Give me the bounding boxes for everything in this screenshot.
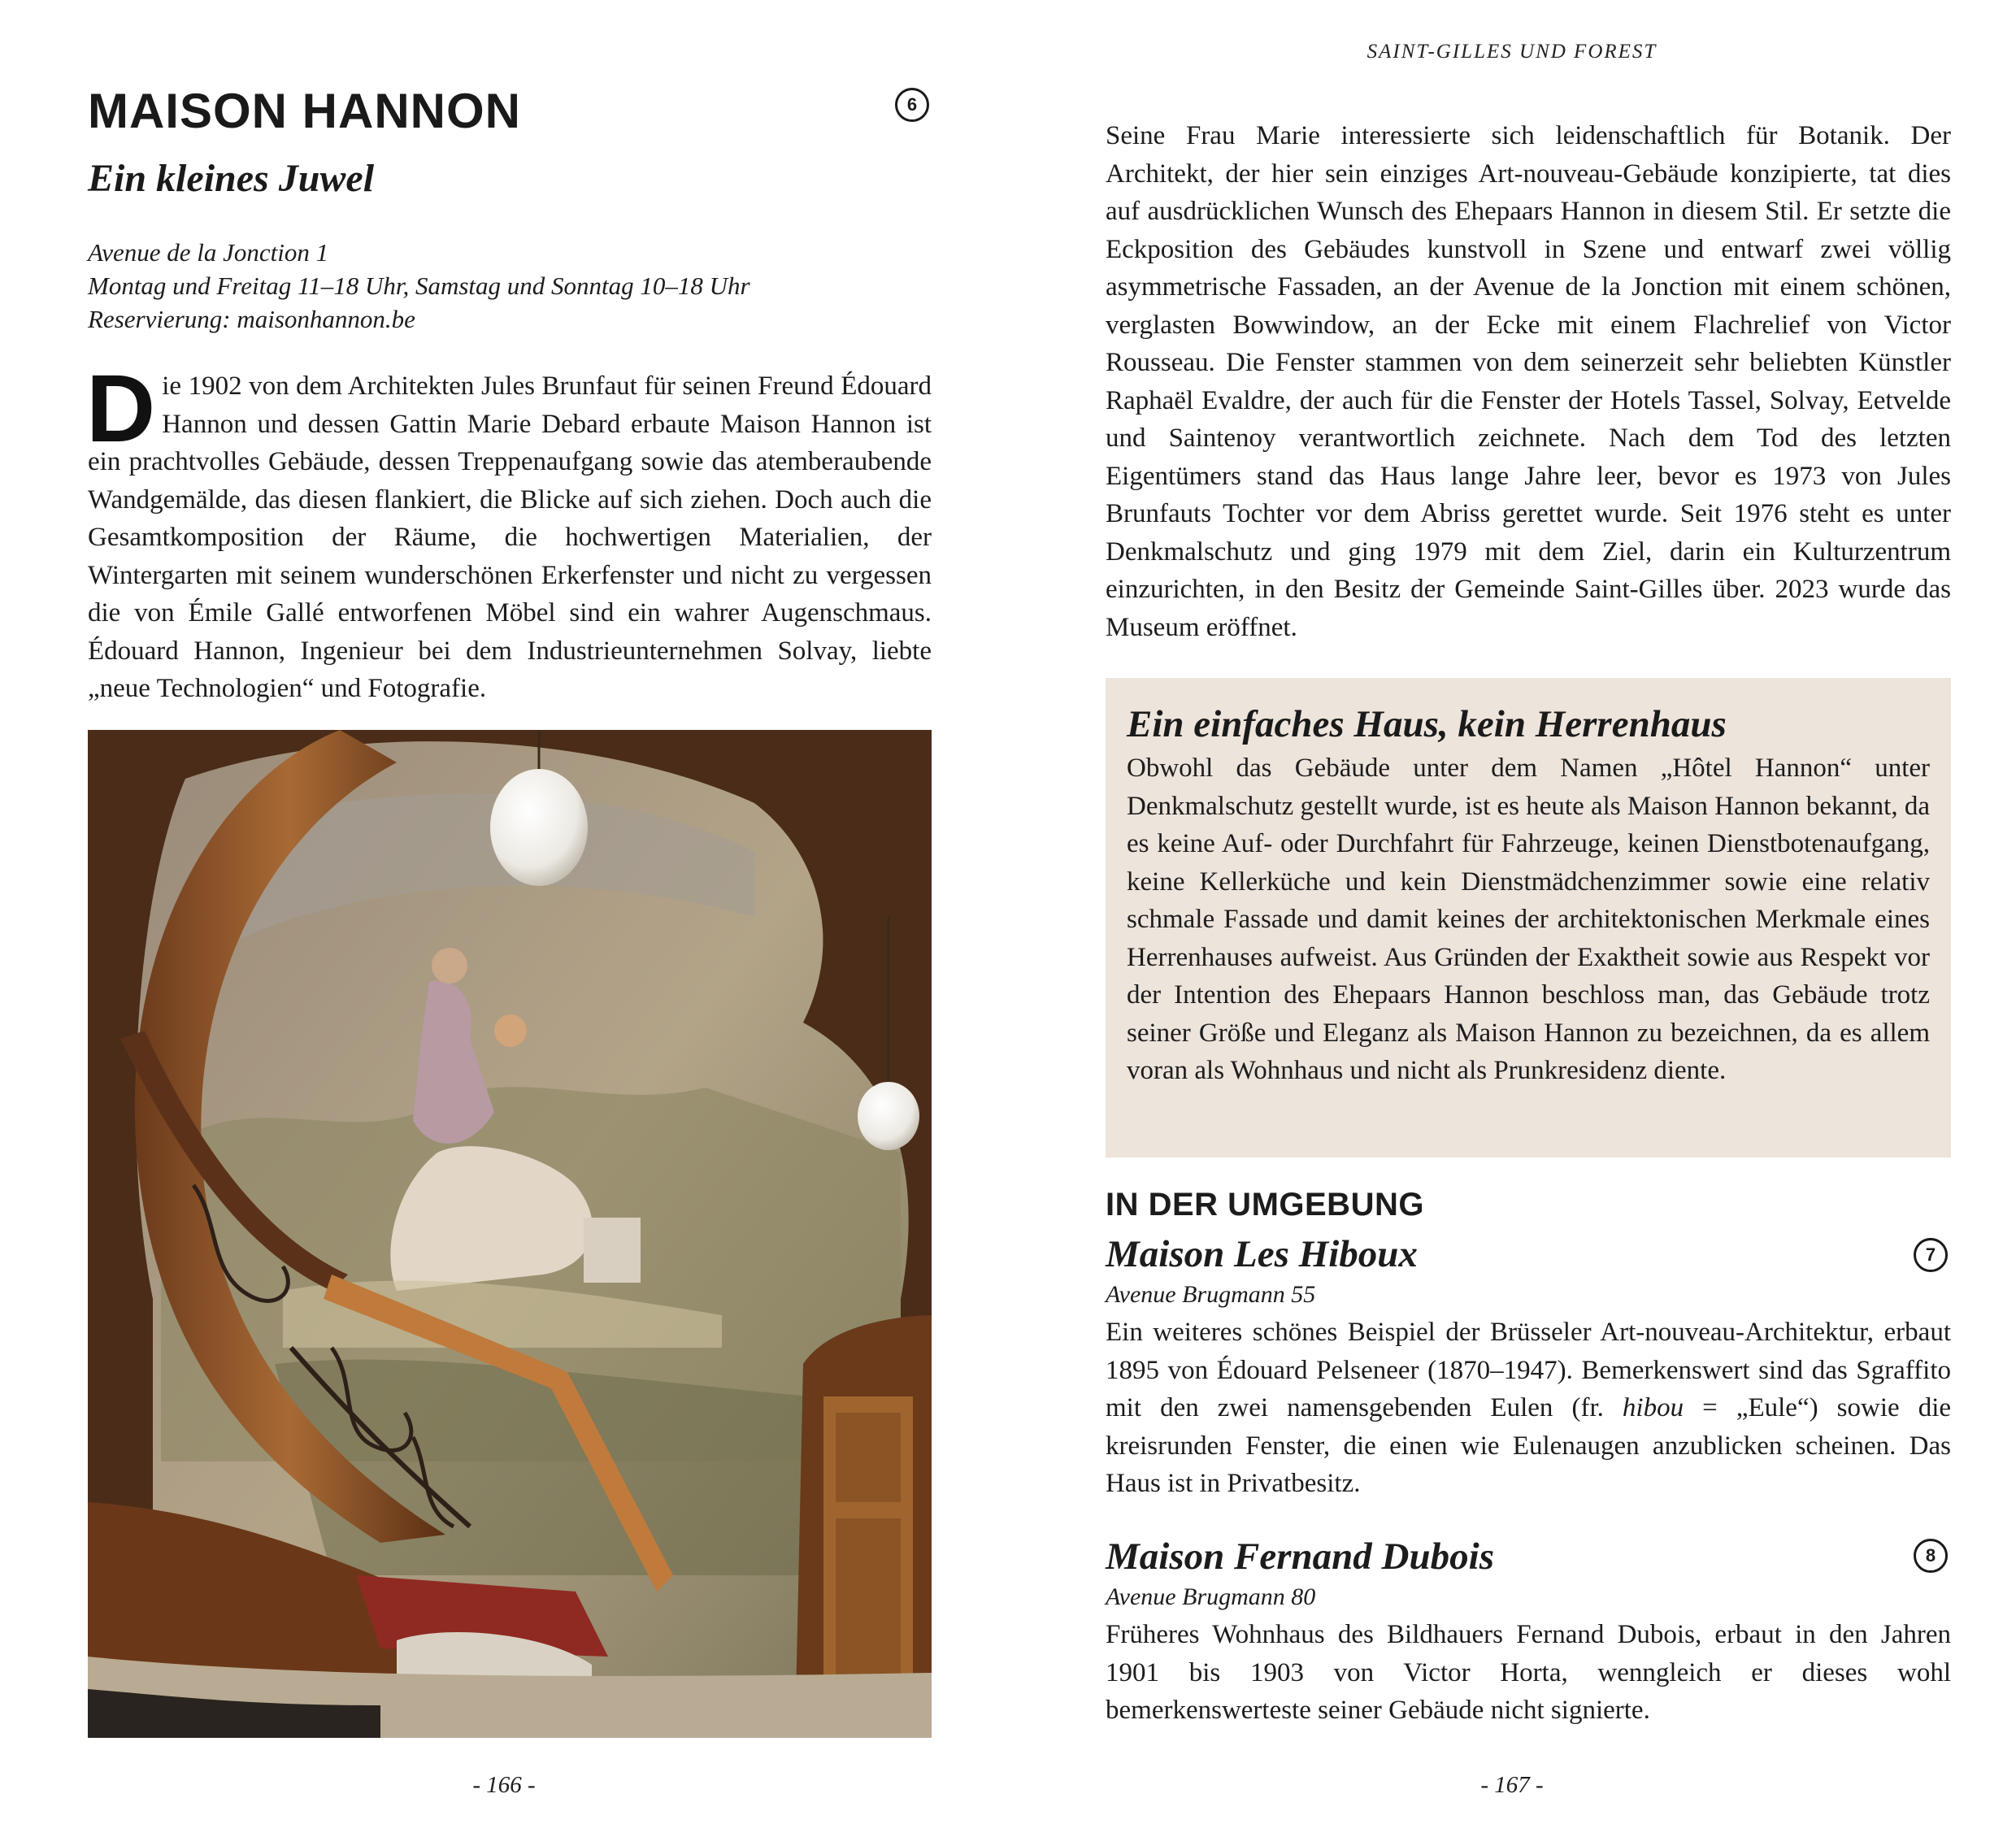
entry-text-part: Ein weiteres schönes Beispiel der Brüsseler Art-nouveau-Architektur, erbaut 1895 von Édouard Pelseneer (1870–1947). Bemerkenswert sind das Sgraffito mit den zwei namensgebenden Eulen (fr. bbox=[1106, 1318, 1951, 1422]
page-number-right: - 167 - bbox=[1480, 1772, 1544, 1798]
intro-text: ie 1902 von dem Architekten Jules Brunfaut für seinen Freund Édouard Hannon und dessen Gattin Marie Debard erbaute Maison Hannon ist ein prachtvolles Gebäude, dessen Treppenaufgang sowie das atemberaubende Wandgemälde, das diesen flankiert, die Blicke auf sich ziehen. Doch auch die Gesamtkomposition der Räume, die hochwertigen Materialien, der Wintergarten mit seinem wunderschönen Erkerfenster und nicht zu vergessen die von Émile Gallé entworfenen Möbel sind ein wahrer Augenschmaus. Édouard Hannon, Ingenieur bei dem Industrieunternehmen Solvay, liebte „neue Technologien“ und Fotografie. bbox=[88, 371, 932, 703]
page-number-left: - 166 - bbox=[472, 1772, 536, 1798]
page-title: MAISON HANNON bbox=[88, 84, 521, 138]
opening-hours-line: Montag und Freitag 11–18 Uhr, Samstag und Sonntag 10–18 Uhr bbox=[88, 271, 750, 300]
staircase-mural-illustration bbox=[88, 730, 932, 1738]
continued-paragraph: Seine Frau Marie interessierte sich leidenschaftlich für Botanik. Der Architekt, der hier sein einziges Art-nouveau-Gebäude konzipierte, tat dies auf ausdrücklichen Wunsch des Ehepaars Hannon in diesem Stil. Er setzte die Eckposition des Gebäudes kunstvoll in Szene und entwarf zwei völlig asymmetrische Fassaden, an der Avenue de la Jonction mit einem schönen, verglasten Bowwindow, an der Ecke mit einem Flachrelief von Victor Rousseau. Die Fenster stammen von dem seinerzeit sehr beliebten Künstler Raphaël Evaldre, der auch für die Fenster der Hotels Tassel, Solvay, Eetvelde und Saintenoy verantwortlich zeichnete. Nach dem Tod des letzten Eigentümers stand das Haus lange Jahre leer, bevor es 1973 von Jules Brunfauts Tochter vor dem Abriss gerettet wurde. Seit 1976 steht es unter Denkmalschutz und ging 1979 mit dem Ziel, darin ein Kulturzentrum einzurichten, in den Besitz der Gemeinde Saint-Gilles über. 2023 wurde das Museum eröffnet. bbox=[1106, 121, 1951, 642]
info-box bbox=[1106, 678, 1951, 1157]
entry-text-emphasis: hibou bbox=[1622, 1393, 1684, 1422]
location-number-badge: 8 bbox=[1914, 1539, 1948, 1573]
reservation-line: Reservierung: maisonhannon.be bbox=[88, 305, 415, 333]
intro-paragraph bbox=[86, 355, 932, 708]
visitor-info bbox=[88, 236, 933, 336]
page-subtitle: Ein kleines Juwel bbox=[88, 157, 375, 200]
info-box-text: Obwohl das Gebäude unter dem Namen „Hôtel Hannon“ unter Denkmalschutz gestellt wurde, ist es heute als Maison Hannon bekannt, da es keine Auf- oder Durchfahrt für Fahrzeuge, keinen Dienstbotenaufgang, keine Kellerküche und kein Dienstmädchenzimmer sowie eine relativ schmale Fassade und damit keines der architektonischen Merkmale eines Herrenhauses aufweist. Aus Gründen der Exaktheit sowie aus Respekt vor der Intention des Ehepaars Hannon beschloss man, das Gebäude trotz seiner Größe und Eleganz als Maison Hannon zu bezeichnen, da es allem voran als Wohnhaus und nicht als Prunkresidenz diente. bbox=[1127, 753, 1930, 1085]
right-page bbox=[1008, 0, 2016, 1824]
entry-address-fernand-dubois: Avenue Brugmann 80 bbox=[1106, 1583, 1316, 1610]
entry-address-les-hiboux: Avenue Brugmann 55 bbox=[1106, 1281, 1316, 1308]
section-heading: IN DER UMGEBUNG bbox=[1106, 1187, 1424, 1223]
staircase-mural-photo bbox=[88, 730, 932, 1738]
entry-title-fernand-dubois: Maison Fernand Dubois bbox=[1106, 1535, 1494, 1578]
info-box-title: Ein einfaches Haus, kein Herrenhaus bbox=[1127, 703, 1727, 745]
entry-text-part: = „Eule“) sowie die kreisrunden Fenster, die einen wie Eulenaugen anzublicken scheinen. Das Haus ist in Privatbesitz. bbox=[1106, 1393, 1952, 1498]
entry-title-les-hiboux: Maison Les Hiboux bbox=[1106, 1233, 1418, 1275]
address-line: Avenue de la Jonction 1 bbox=[88, 238, 329, 267]
drop-cap: D bbox=[86, 355, 156, 463]
location-number-badge: 6 bbox=[895, 88, 929, 122]
location-number-badge: 7 bbox=[1914, 1238, 1948, 1272]
entry-text-les-hiboux bbox=[1106, 1314, 1951, 1503]
running-head: SAINT-GILLES UND FOREST bbox=[1366, 41, 1658, 63]
entry-text-fernand-dubois: Früheres Wohnhaus des Bildhauers Fernand Dubois, erbaut in den Jahren 1901 bis 1903 von Victor Horta, wenngleich er dieses wohl bemerkenswerteste seiner Gebäude nicht signierte. bbox=[1106, 1620, 1951, 1725]
